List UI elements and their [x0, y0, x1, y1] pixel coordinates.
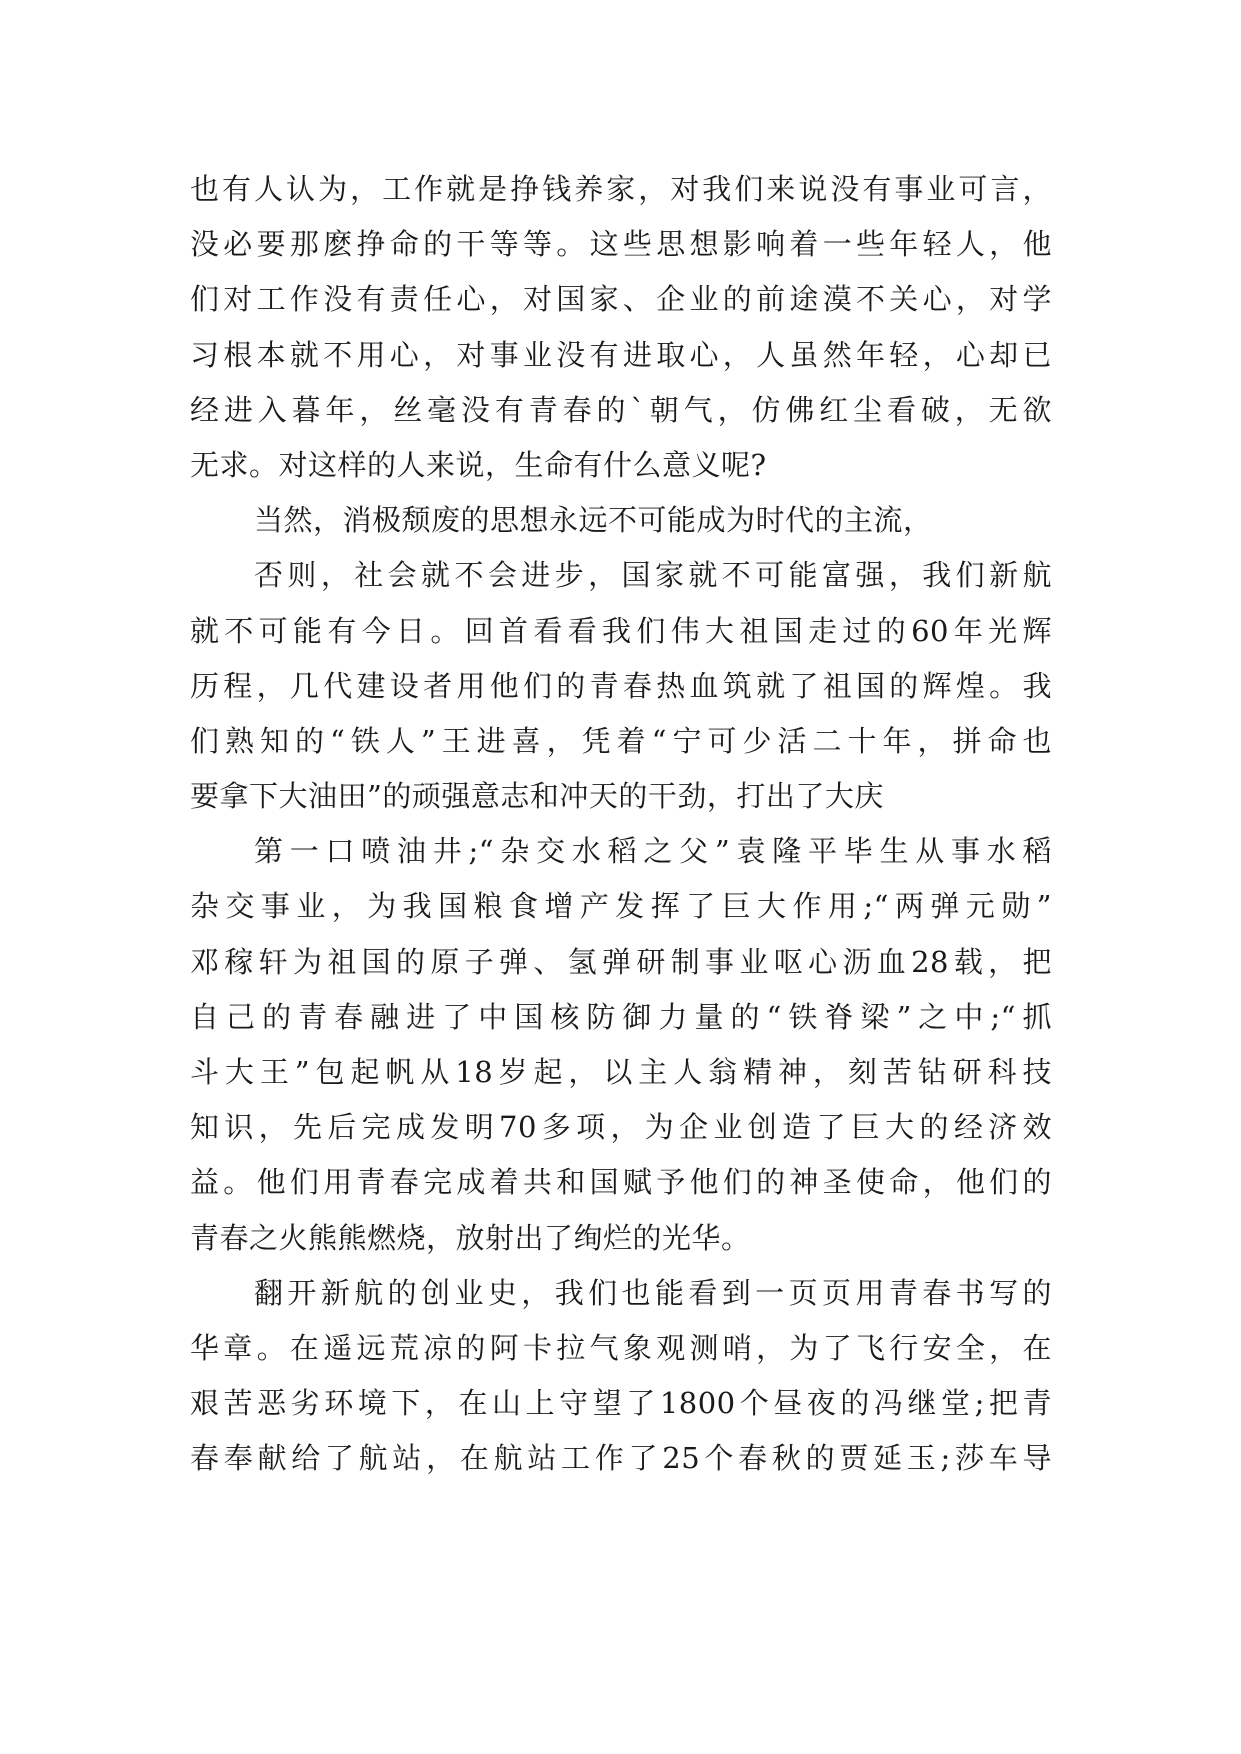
document-body: [190, 162, 1052, 1487]
text-line: 春奉献给了航站，在航站工作了25个春秋的贾延玉;莎车导: [190, 1441, 1052, 1476]
text-line: 们熟知的“铁人”王进喜，凭着“宁可少活二十年，拼命也: [190, 723, 1052, 758]
text-line: 无求。对这样的人来说，生命有什么意义呢?: [190, 447, 767, 482]
text-line: 就不可能有今日。回首看看我们伟大祖国走过的60年光辉: [190, 613, 1052, 648]
text-line: 没必要那麽挣命的干等等。这些思想影响着一些年轻人，他: [190, 227, 1052, 262]
text-line: 要拿下大油田”的顽强意志和冲天的干劲，打出了大庆: [190, 779, 884, 814]
text-line: 艰苦恶劣环境下，在山上守望了1800个昼夜的冯继堂;把青: [190, 1386, 1052, 1421]
text-line: 益。他们用青春完成着共和国赋予他们的神圣使命，他们的: [190, 1165, 1052, 1200]
text-line: 历程，几代建设者用他们的青春热血筑就了祖国的辉煌。我: [190, 668, 1052, 703]
text-line: 知识，先后完成发明70多项，为企业创造了巨大的经济效: [190, 1110, 1052, 1145]
text-line: 邓稼轩为祖国的原子弹、氢弹研制事业呕心沥血28载，把: [190, 944, 1052, 979]
text-line: 习根本就不用心，对事业没有进取心，人虽然年轻，心却已: [190, 337, 1052, 372]
text-line: 斗大王”包起帆从18岁起，以主人翁精神，刻苦钻研科技: [190, 1055, 1052, 1089]
text-line: 自己的青春融进了中国核防御力量的“铁脊梁”之中;“抓: [190, 999, 1052, 1034]
text-line: 们对工作没有责任心，对国家、企业的前途漠不关心，对学: [190, 282, 1052, 317]
text-line: 青春之火熊熊燃烧，放射出了绚烂的光华。: [190, 1220, 751, 1255]
text-line: 华章。在遥远荒凉的阿卡拉气象观测哨，为了飞行安全，在: [190, 1330, 1052, 1365]
text-line: 翻开新航的创业史，我们也能看到一页页用青春书写的: [254, 1275, 1052, 1310]
text-line: 经进入暮年，丝毫没有青春的`朝气，仿佛红尘看破，无欲: [190, 392, 1052, 427]
text-line: 也有人认为，工作就是挣钱养家，对我们来说没有事业可言，: [190, 172, 1052, 206]
text-line: 否则，社会就不会进步，国家就不可能富强，我们新航: [254, 558, 1052, 593]
text-line: 当然，消极颓废的思想永远不可能成为时代的主流，: [254, 503, 933, 538]
text-line: 第一口喷油井;“杂交水稻之父”袁隆平毕生从事水稻: [254, 834, 1052, 869]
text-line: 杂交事业，为我国粮食增产发挥了巨大作用;“两弹元勋”: [190, 889, 1052, 924]
